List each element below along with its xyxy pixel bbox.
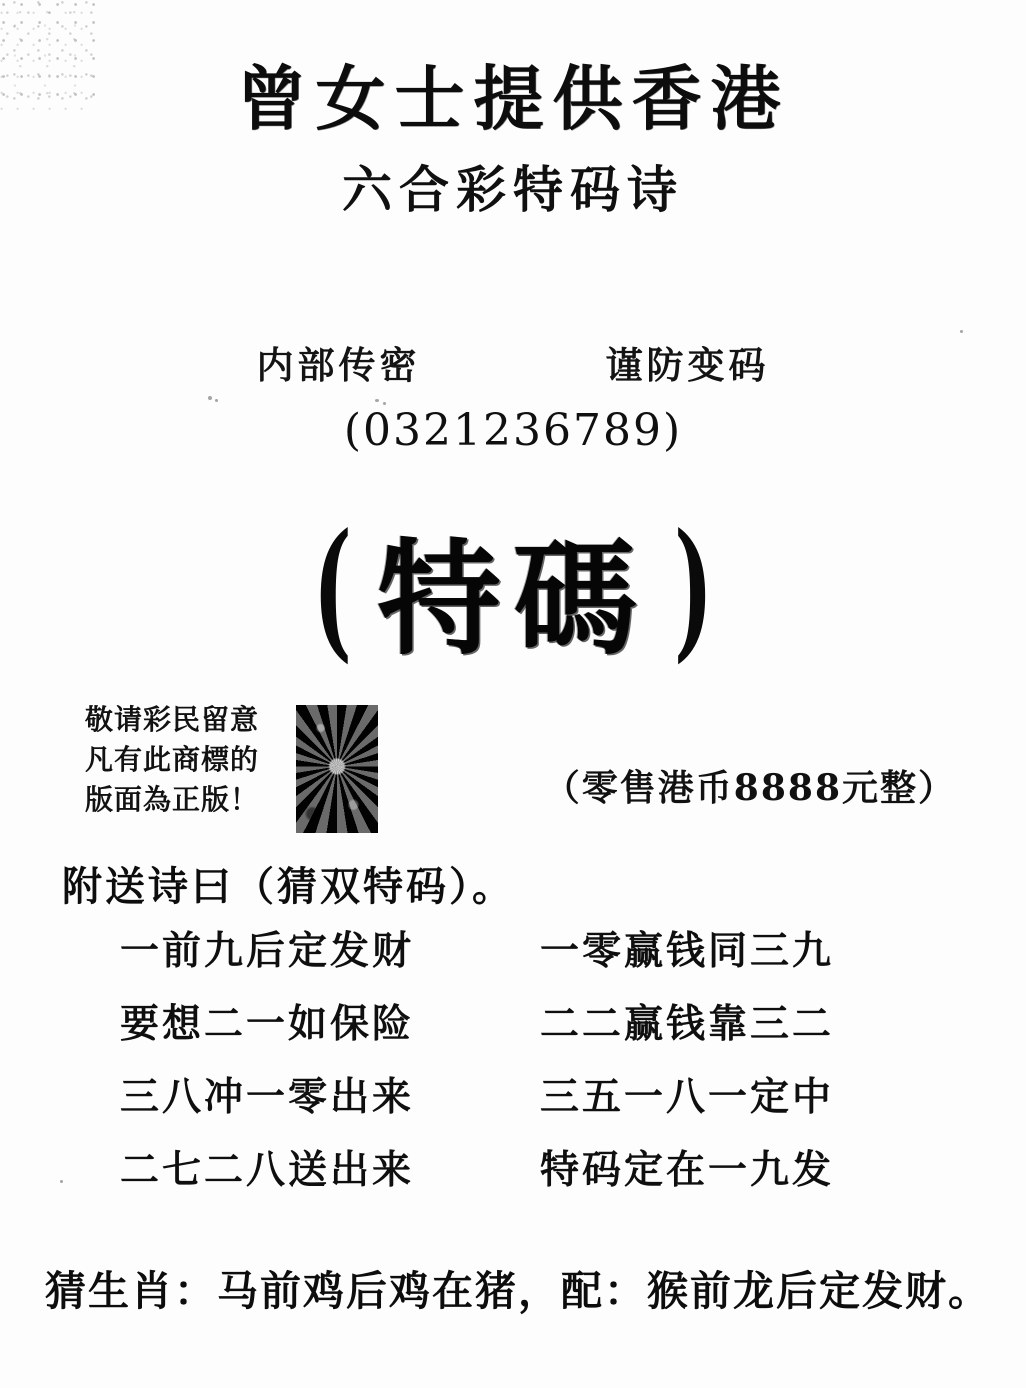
trademark-note-line: 凡有此商標的 [85,742,260,776]
page-title: 曾女士提供香港 [236,57,790,140]
scan-speck [208,396,212,400]
poem-line: 要想二一如保险 [120,1001,415,1047]
trademark-note [85,700,259,819]
poem-line: 一零赢钱同三九 [540,928,835,974]
poem-row [120,993,940,1049]
scan-speck [375,399,379,402]
retail-price: （零售港币8888元整） [543,767,956,809]
scan-speck [960,330,963,333]
poem-row [120,1066,940,1122]
poem-grid [120,920,940,1212]
feature-label: 特碼 [376,527,649,672]
left-paren: ( [312,501,352,677]
scan-speck [215,399,218,402]
notice-internal: 内部传密 [256,343,421,387]
zodiac-line: 猜生肖：马前鸡后鸡在猪，配：猴前龙后定发财。 [45,1267,991,1315]
poem-line: 一前九后定发财 [120,928,415,974]
poem-line: 特码定在一九发 [540,1147,835,1193]
trademark-note-line: 版面為正版！ [85,782,260,816]
feature-headline [0,500,1026,678]
poem-row [120,1139,940,1195]
document-title-block [0,57,1026,222]
serial-number: (0321236789) [343,405,683,456]
trademark-note-line: 敬请彩民留意 [85,703,260,736]
scan-speck [60,1180,63,1183]
notice-row [0,335,1026,389]
poem-line: 三五一八一定中 [540,1074,835,1120]
notice-warning: 谨防变码 [605,343,770,387]
poem-heading: 附送诗曰（猜双特码）。 [62,863,515,910]
poem-line: 二二赢钱靠三二 [540,1001,835,1047]
poem-line: 三八冲一零出来 [120,1074,415,1120]
poem-line: 二七二八送出来 [120,1147,415,1193]
page-subtitle: 六合彩特码诗 [342,159,684,219]
poem-row [120,920,940,976]
trademark-stamp-image [296,705,378,833]
right-paren: ) [674,501,714,677]
